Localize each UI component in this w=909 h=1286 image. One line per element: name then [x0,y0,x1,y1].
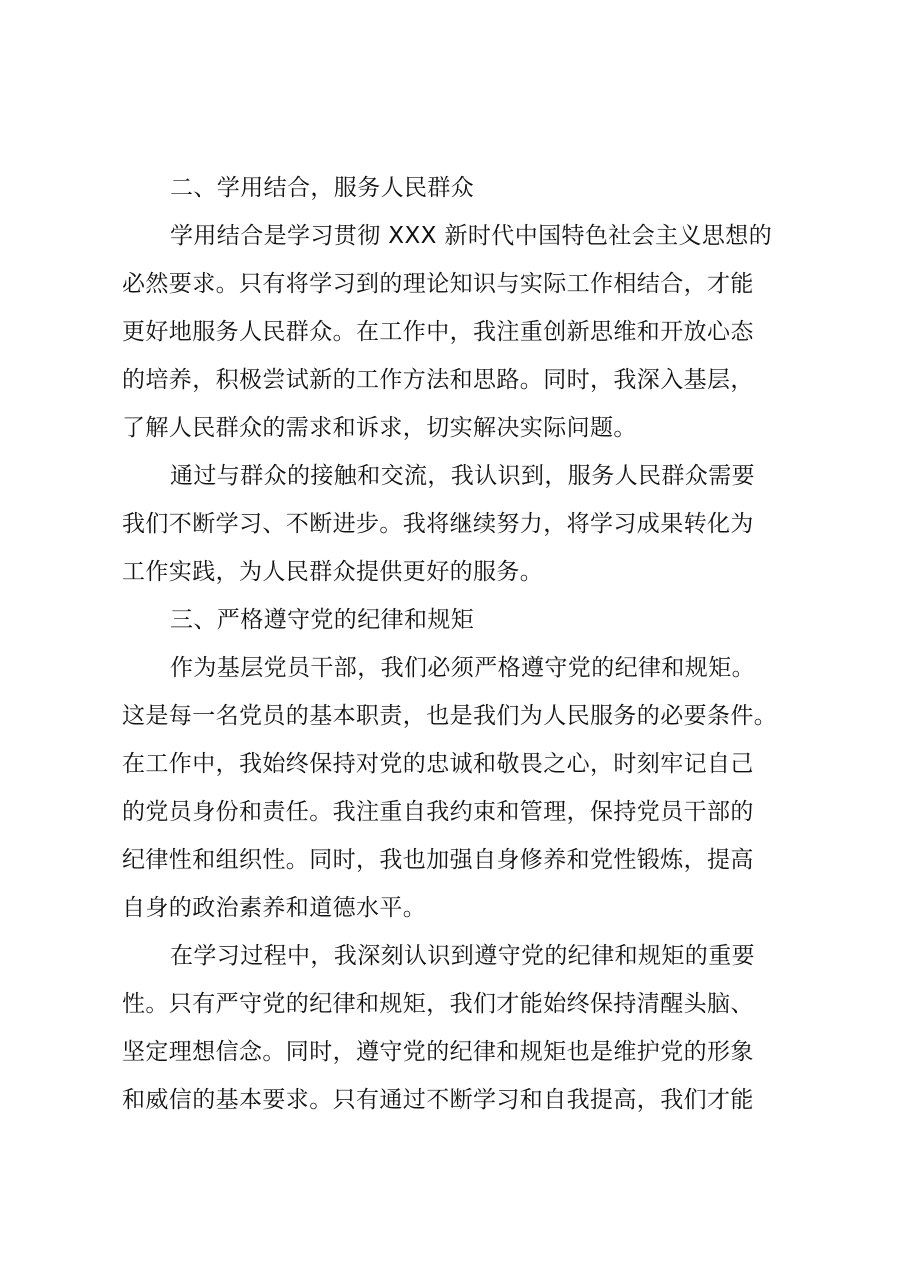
paragraph-line: 坚定理想信念。同时，遵守党的纪律和规矩也是维护党的形象 [122,1039,754,1065]
section-heading-2: 二、学用结合，服务人民群众 [170,175,475,201]
paragraph-line: 在工作中，我始终保持对党的忠诚和敬畏之心，时刻牢记自己 [122,751,754,777]
paragraph-line: 的党员身份和责任。我注重自我约束和管理，保持党员干部的 [122,799,754,825]
paragraph-line: 的培养，积极尝试新的工作方法和思路。同时，我深入基层， [122,367,754,393]
paragraph-line: 自身的政治素养和道德水平。 [122,895,427,921]
paragraph-line: 学用结合是学习贯彻 XXX 新时代中国特色社会主义思想的 [170,223,773,249]
paragraph-line: 工作实践，为人民群众提供更好的服务。 [122,559,544,585]
paragraph-line: 纪律性和组织性。同时，我也加强自身修养和党性锻炼，提高 [122,847,754,873]
paragraph-line: 在学习过程中，我深刻认识到遵守党的纪律和规矩的重要 [170,943,755,969]
paragraph-line: 了解人民群众的需求和诉求，切实解决实际问题。 [122,415,637,441]
paragraph-line: 作为基层党员干部，我们必须严格遵守党的纪律和规矩。 [170,655,755,681]
paragraph-line: 通过与群众的接触和交流，我认识到，服务人民群众需要 [170,463,755,489]
paragraph-line: 必然要求。只有将学习到的理论知识与实际工作相结合，才能 [122,271,754,297]
paragraph-line: 我们不断学习、不断进步。我将继续努力，将学习成果转化为 [122,511,754,537]
document-body [122,164,812,1124]
paragraph-line: 性。只有严守党的纪律和规矩，我们才能始终保持清醒头脑、 [122,991,754,1017]
section-heading-3: 三、严格遵守党的纪律和规矩 [170,607,475,633]
paragraph-line: 这是每一名党员的基本职责，也是我们为人民服务的必要条件。 [122,703,778,729]
paragraph-line: 和威信的基本要求。只有通过不断学习和自我提高，我们才能 [122,1087,754,1113]
paragraph-line: 更好地服务人民群众。在工作中，我注重创新思维和开放心态 [122,319,754,345]
